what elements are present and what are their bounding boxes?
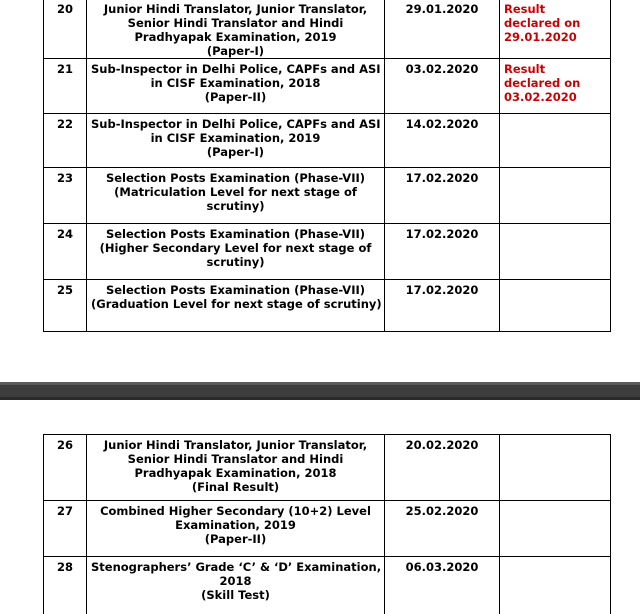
examination-name-cell xyxy=(87,435,385,501)
result-status-line: Result xyxy=(504,62,546,76)
examination-name-line: Pradhyapak Examination, 2019 xyxy=(134,30,337,44)
examination-name-cell xyxy=(87,0,385,59)
table-row xyxy=(44,435,611,501)
examination-name-line: Stenographers’ Grade ‘C’ & ‘D’ Examination, xyxy=(91,560,382,574)
serial-number-cell: 23 xyxy=(44,168,87,224)
serial-number-cell: 22 xyxy=(44,114,87,168)
result-status-cell xyxy=(500,168,611,224)
table-row xyxy=(44,0,611,59)
declaration-date-cell: 14.02.2020 xyxy=(385,114,500,168)
result-status-cell xyxy=(500,280,611,332)
declaration-date-cell: 20.02.2020 xyxy=(385,435,500,501)
result-status-line: declared on xyxy=(504,76,581,90)
examination-name-cell xyxy=(87,280,385,332)
examination-name-line: Senior Hindi Translator and Hindi xyxy=(127,452,344,466)
declaration-date-cell: 03.02.2020 xyxy=(385,59,500,114)
result-status-cell xyxy=(500,501,611,557)
examination-name-line: 2018 xyxy=(219,574,252,588)
examination-name-line: (Graduation Level for next stage of scrutiny) xyxy=(91,297,382,311)
examination-name-line: Senior Hindi Translator and Hindi xyxy=(127,16,344,30)
serial-number-cell: 24 xyxy=(44,224,87,280)
serial-number-cell: 21 xyxy=(44,59,87,114)
declaration-date-cell: 06.03.2020 xyxy=(385,557,500,614)
examination-name-cell xyxy=(87,114,385,168)
table-row xyxy=(44,280,611,332)
table-row xyxy=(44,114,611,168)
examination-name-cell xyxy=(87,557,385,614)
examination-name-line: in CISF Examination, 2018 xyxy=(150,76,321,90)
examination-name-line: Pradhyapak Examination, 2018 xyxy=(134,466,337,480)
examination-name-line: scrutiny) xyxy=(206,255,265,269)
examination-name-line: Combined Higher Secondary (10+2) Level xyxy=(100,504,371,518)
declaration-date-cell: 29.01.2020 xyxy=(385,0,500,59)
examination-name-line: in CISF Examination, 2019 xyxy=(150,131,321,145)
results-table-body xyxy=(44,435,611,614)
results-table-top xyxy=(43,0,611,332)
result-status-line: 29.01.2020 xyxy=(504,30,577,44)
table-row xyxy=(44,59,611,114)
serial-number-cell: 20 xyxy=(44,0,87,59)
examination-name-cell xyxy=(87,224,385,280)
examination-name-line: Junior Hindi Translator, Junior Translator, xyxy=(103,438,368,452)
examination-name-cell xyxy=(87,168,385,224)
examination-name-cell xyxy=(87,501,385,557)
examination-name-line: Examination, 2019 xyxy=(175,518,296,532)
results-table-body xyxy=(44,0,611,332)
page-separator xyxy=(0,382,640,400)
result-status-line: 03.02.2020 xyxy=(504,90,577,104)
declaration-date-cell: 25.02.2020 xyxy=(385,501,500,557)
examination-name-line: Sub-Inspector in Delhi Police, CAPFs and ASI xyxy=(91,62,381,76)
result-status-line: declared on xyxy=(504,16,581,30)
table-row xyxy=(44,168,611,224)
examination-name-line: Sub-Inspector in Delhi Police, CAPFs and ASI xyxy=(91,117,381,131)
declaration-date-cell: 17.02.2020 xyxy=(385,224,500,280)
serial-number-cell: 28 xyxy=(44,557,87,614)
serial-number-cell: 27 xyxy=(44,501,87,557)
examination-name-line: (Skill Test) xyxy=(201,588,270,602)
examination-name-line: scrutiny) xyxy=(206,199,265,213)
result-status-cell xyxy=(500,114,611,168)
result-status-cell xyxy=(500,224,611,280)
examination-name-line: (Final Result) xyxy=(191,480,280,494)
examination-name-line: (Paper-II) xyxy=(204,532,267,546)
table-row xyxy=(44,557,611,614)
result-status-line: Result xyxy=(504,2,546,16)
result-status-cell xyxy=(500,435,611,501)
examination-name-line: (Paper-I) xyxy=(206,145,265,159)
result-status-cell xyxy=(500,557,611,614)
examination-name-line: (Matriculation Level for next stage of xyxy=(114,185,357,199)
examination-name-cell xyxy=(87,59,385,114)
serial-number-cell: 26 xyxy=(44,435,87,501)
document-page-bottom xyxy=(0,400,640,614)
examination-name-line: Selection Posts Examination (Phase-VII) xyxy=(105,283,366,297)
table-row xyxy=(44,224,611,280)
examination-name-line: (Paper-I) xyxy=(206,44,265,58)
declaration-date-cell: 17.02.2020 xyxy=(385,168,500,224)
result-status-cell xyxy=(500,0,611,59)
examination-name-line: (Higher Secondary Level for next stage of xyxy=(99,241,372,255)
declaration-date-cell: 17.02.2020 xyxy=(385,280,500,332)
results-table-bottom xyxy=(43,434,611,614)
result-status-cell xyxy=(500,59,611,114)
examination-name-line: Selection Posts Examination (Phase-VII) xyxy=(105,171,366,185)
examination-name-line: Selection Posts Examination (Phase-VII) xyxy=(105,227,366,241)
table-row xyxy=(44,501,611,557)
serial-number-cell: 25 xyxy=(44,280,87,332)
examination-name-line: (Paper-II) xyxy=(204,90,267,104)
examination-name-line: Junior Hindi Translator, Junior Translator, xyxy=(103,2,368,16)
